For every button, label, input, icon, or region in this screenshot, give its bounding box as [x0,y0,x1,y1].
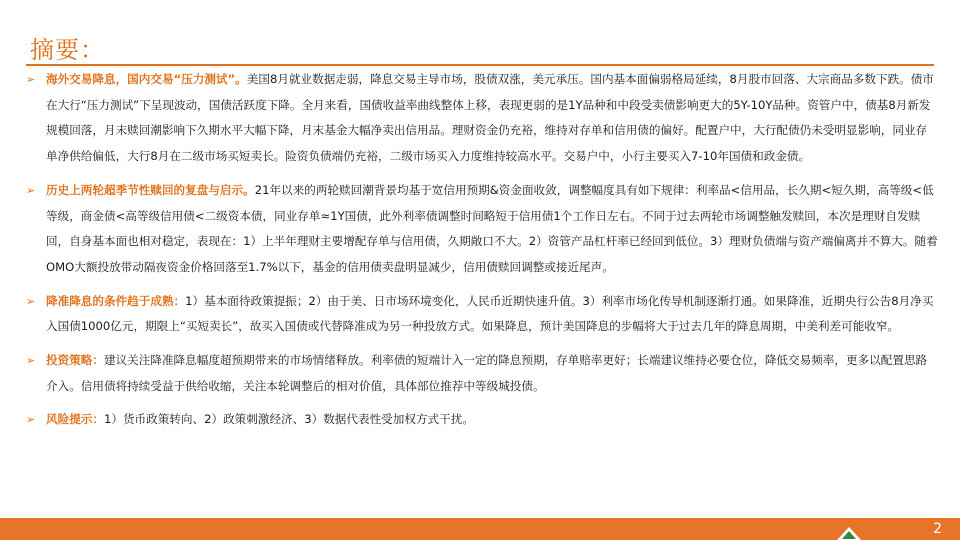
footer-bar [0,518,960,540]
paragraph-text: 21年以来的两轮赎回潮背景均基于宽信用预期&资金面收敛，调整幅度具有如下规律：利率品<信用品，长久期<短久期，高等级<低等级，商金债<高等级信用债<二级资本债，同业存单≈1Y国债，此外利率债调整时间略短于信用债1个工作日左右。不同于过去两轮市场调整触发赎回，本次是理财自发赎回，自身基本面也相对稳定，表现在：1）上半年理财主要增配存单与信用债，久期敞口不大。2）资管产品杠杆率已经回到低位。3）理财负债端与资产端偏离并不算大。随着OMO大额投放带动隔夜资金价格回落至1.7%以下，基金的信用债卖盘明显减少，信用债赎回调整或接近尾声。 [46,182,938,274]
paragraph-heading: 风险提示： [46,412,104,427]
summary-paragraph-rate-cut-conditions [26,289,938,340]
arrow-bullet-icon: ➢ [26,294,36,308]
title-divider [26,64,934,66]
page-title: 摘要： [30,36,105,64]
paragraph-heading: 降准降息的条件趋于成熟： [46,293,186,308]
company-logo-icon [836,526,862,540]
paragraph-text: 1）基本面待政策提振；2）由于美、日市场环境变化，人民币近期快速升值。3）利率市场化传导机制逐渐打通。如果降准，近期央行公告8月净买入国债1000亿元，期限上“买短卖长”，故买入国债或代替降准成为另一种投放方式。如果降息，预计美国降息的步幅将大于过去几年的降息周期，中美利差可能收窄。 [46,293,934,334]
paragraph-heading: 投资策略： [46,353,104,368]
summary-paragraph-investment-strategy [26,348,938,399]
arrow-bullet-icon: ➢ [26,183,36,197]
summary-paragraph-overseas-domestic [26,67,938,170]
arrow-bullet-icon: ➢ [26,73,36,86]
paragraph-text: 建议关注降准降息幅度超预期带来的市场情绪释放。利率债的短端计入一定的降息预期，存单赔率更好；长端建议维持必要仓位，降低交易频率，更多以配置思路介入。信用债将持续受益于供给收缩，关注本轮调整后的相对价值，具体部位推荐中等级城投债。 [46,353,928,393]
paragraph-text: 1）货币政策转向、2）政策刺激经济、3）数据代表性受加权方式干扰。 [103,412,474,427]
arrow-bullet-icon: ➢ [26,413,36,427]
paragraph-heading: 海外交易降息，国内交易“压力测试”。 [46,72,247,86]
summary-body [26,67,938,433]
summary-paragraph-redemption-review [26,178,938,281]
summary-paragraph-risk-warning [26,407,938,433]
paragraph-heading: 历史上两轮超季节性赎回的复盘与启示。 [46,182,255,197]
page-number: 2 [933,521,942,537]
paragraph-text: 美国8月就业数据走弱，降息交易主导市场，股债双涨，美元承压。国内基本面偏弱格局延续，8月股市回落、大宗商品多数下跌。债市在大行“压力测试”下呈现波动，国债活跃度下降。全月来看，国债收益率曲线整体上移，表现更弱的是1Y品种和中段受卖债影响更大的5Y-10Y品种。资管户中，债基8月新发规模回落，月末赎回潮影响下久期水平大幅下降，月末基金大幅净卖出信用品。理财资金仍充裕，维持对存单和信用债的偏好。配置户中，大行配债仍未受明显影响，同业存单净供给偏低，大行8月在二级市场买短卖长。险资负债端仍充裕，二级市场买入力度维持较高水平。交易户中，小行主要买入7-10年国债和政金债。 [46,72,934,164]
arrow-bullet-icon: ➢ [26,354,36,368]
